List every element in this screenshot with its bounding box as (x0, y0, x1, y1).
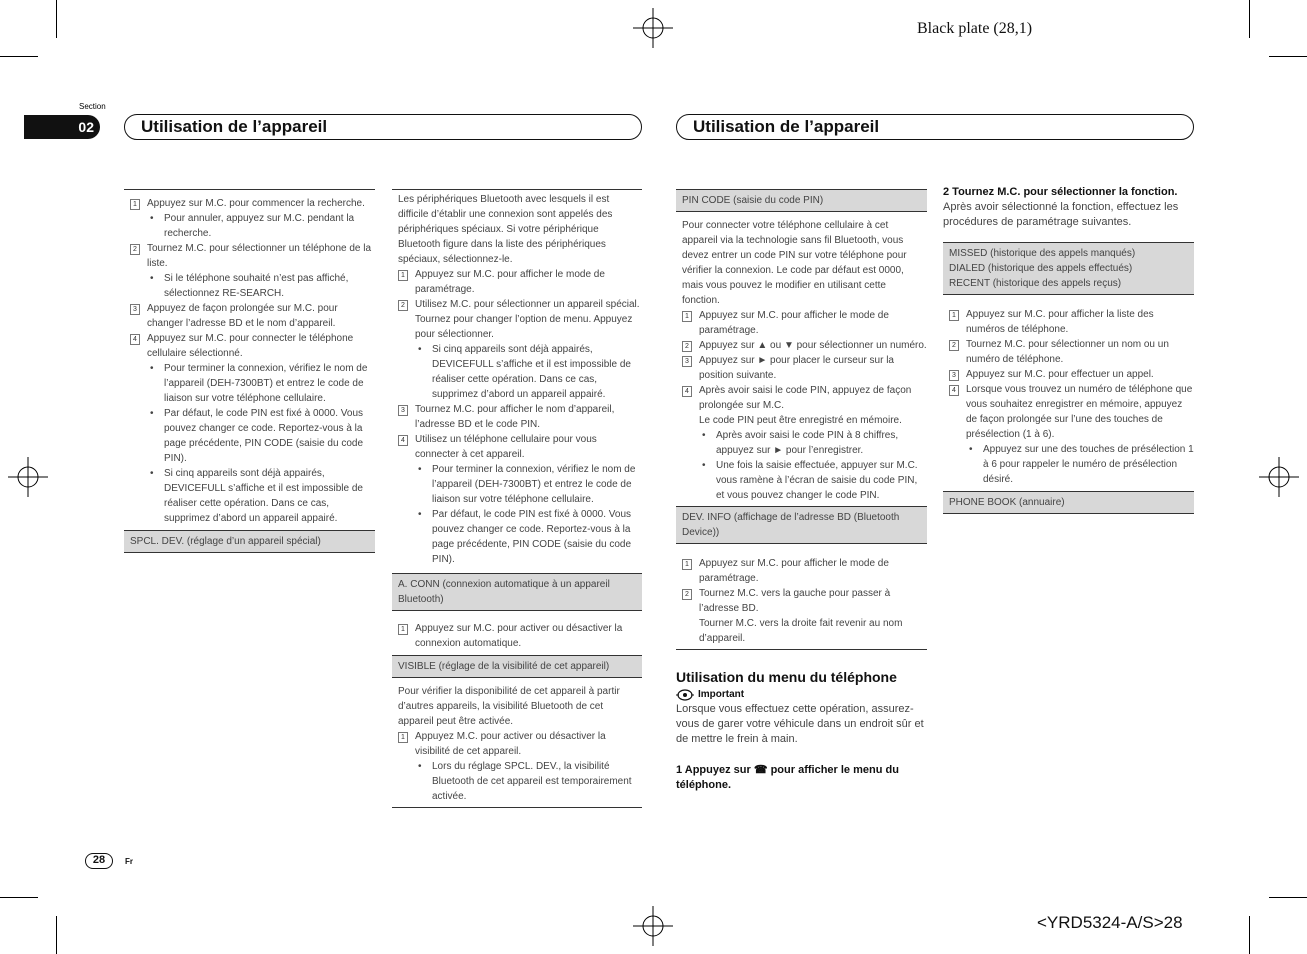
crop-mark (0, 56, 38, 57)
registration-mark-icon (633, 906, 673, 946)
step-item: 3 Appuyez sur ► pour placer le curseur sur la position suivante. (676, 353, 927, 383)
rule (124, 189, 375, 190)
history-recent: RECENT (historique des appels reçus) (949, 278, 1122, 289)
bullet-item (124, 211, 375, 241)
bullet-text: Par défaut, le code PIN est fixé à 0000. Vous pouvez changer ce code. Reportez-vous à la page précédente, PIN CODE (saisie du code PIN). (164, 408, 364, 464)
step-text: Tournez M.C. pour sélectionner un téléphone de la liste. (147, 243, 372, 269)
bullet-text: Si le téléphone souhaité n’est pas affiché, sélectionnez RE-SEARCH. (164, 273, 349, 299)
crop-mark (1269, 56, 1307, 57)
intro-paragraph: Les périphériques Bluetooth avec lesquels il est difficile d’établir une connexion sont appelés des périphériques spéciaux. Si votre périphérique Bluetooth figure dans la liste des périphériques spéciaux, sélectionnez-le. (398, 194, 613, 265)
step-item: 1 Appuyez sur M.C. pour afficher le mode de paramétrage. (676, 556, 927, 586)
crop-mark (56, 916, 57, 954)
column-4 (943, 185, 1194, 514)
important-paragraph: Lorsque vous effectuez cette opération, assurez-vous de garer votre véhicule dans un endroit sûr et de mettre le frein à main. (676, 703, 924, 745)
step-text: Tournez M.C. vers la gauche pour passer à l’adresse BD. (699, 588, 891, 614)
bullet-item (124, 406, 375, 466)
step-item: 1 Appuyez sur M.C. pour commencer la recherche. (124, 196, 375, 211)
bullet-text: Pour terminer la connexion, vérifiez le nom de l’appareil (DEH-7300BT) et entrez le code de liaison sur votre téléphone cellulaire. (432, 464, 636, 505)
setting-box-a-conn: A. CONN (connexion automatique à un appareil Bluetooth) (392, 573, 642, 611)
bullet-text: Pour annuler, appuyez sur M.C. pendant la recherche. (164, 213, 355, 239)
setting-box-spcl-dev: SPCL. DEV. (réglage d’un appareil spécial) (124, 530, 375, 553)
bullet-item (676, 428, 927, 458)
page-number: 28 (85, 853, 113, 869)
bullet-item (392, 462, 642, 507)
bullet-text: Si cinq appareils sont déjà appairés, DEVICEFULL s’affiche et il est impossible de réaliser cette opération. Dans ce cas, supprimez d’abord un appareil appairé. (164, 468, 363, 524)
step-text: Appuyez sur M.C. pour commencer la recherche. (147, 198, 365, 209)
header-right (676, 114, 1194, 140)
step-item: 1 Appuyez sur M.C. pour afficher le mode de paramétrage. (392, 267, 642, 297)
bullet-text: Si cinq appareils sont déjà appairés, DEVICEFULL s’affiche et il est impossible de réaliser cette opération. Dans ce cas, supprimez d’abord un appareil appairé. (432, 344, 631, 400)
step-text: Lorsque vous trouvez un numéro de téléphone que vous souhaitez enregistrer en mémoire, appuyez de façon prolongée sur l’une des touches de présélection (1 à 6). (966, 384, 1193, 440)
bullet-item (392, 507, 642, 567)
step-text: Appuyez sur M.C. pour afficher le mode de paramétrage. (415, 269, 605, 295)
step-item: 3 Appuyez sur M.C. pour effectuer un appel. (943, 367, 1194, 382)
step-text: Utilisez M.C. pour sélectionner un appareil spécial. (415, 299, 640, 310)
subheading: Utilisation du menu du téléphone (676, 669, 897, 685)
setting-box-dev-info: DEV. INFO (affichage de l’adresse BD (Bluetooth Device)) (676, 506, 927, 544)
setting-box-phone-book: PHONE BOOK (annuaire) (943, 491, 1194, 514)
intro-paragraph: Pour vérifier la disponibilité de cet appareil à partir d’autres appareils, la visibilité Bluetooth de cet appareil peut être activée. (398, 686, 620, 727)
bullet-text: Une fois la saisie effectuée, appuyer sur M.C. vous ramène à l’écran de saisie du code PIN, et vous pouvez changer le code PIN. (716, 460, 918, 501)
step-text: Tournez M.C. pour sélectionner un nom ou un numéro de téléphone. (966, 339, 1169, 365)
important-icon (676, 689, 694, 701)
step-continuation: Le code PIN peut être enregistré en mémoire. (699, 415, 902, 426)
step-item: 1 Appuyez M.C. pour activer ou désactiver la visibilité de cet appareil. (392, 729, 642, 759)
step-item: 1 Appuyez sur M.C. pour afficher la liste des numéros de téléphone. (943, 307, 1194, 337)
step-item: 4 Utilisez un téléphone cellulaire pour vous connecter à cet appareil. (392, 432, 642, 462)
bullet-item (392, 342, 642, 402)
step-item: 2 Tournez M.C. pour sélectionner un téléphone de la liste. (124, 241, 375, 271)
column-1 (124, 189, 375, 553)
step-item: 2 Tournez M.C. vers la gauche pour passer à l’adresse BD. (676, 586, 927, 616)
rule (676, 649, 927, 650)
step-paragraph: Après avoir sélectionné la fonction, effectuez les procédures de paramétrage suivantes. (943, 201, 1179, 228)
section-label: Section (79, 102, 106, 111)
step-continuation: Tourner M.C. vers la droite fait revenir au nom d’appareil. (699, 618, 903, 644)
important-label (676, 687, 927, 702)
step-text: Appuyez de façon prolongée sur M.C. pour changer l’adresse BD et le nom d’appareil. (147, 303, 338, 329)
step-text: Après avoir saisi le code PIN, appuyez de façon prolongée sur M.C. (699, 385, 912, 411)
section-number: 02 (24, 115, 100, 139)
model-code: <YRD5324-A/S>28 (1037, 913, 1183, 932)
bullet-text: Par défaut, le code PIN est fixé à 0000. Vous pouvez changer ce code. Reportez-vous à la page précédente, PIN CODE (saisie du code PIN). (432, 509, 632, 565)
history-missed: MISSED (historique des appels manqués) (949, 248, 1136, 259)
setting-box-pin-code: PIN CODE (saisie du code PIN) (676, 189, 927, 212)
header-right-title: Utilisation de l’appareil (693, 117, 880, 136)
step-item: 2 Utilisez M.C. pour sélectionner un appareil spécial. (392, 297, 642, 312)
bullet-text: Après avoir saisi le code PIN à 8 chiffres, appuyez sur ► pour l’enregistrer. (716, 430, 899, 456)
crop-mark (56, 0, 57, 38)
step-text: Appuyez sur M.C. pour afficher le mode de paramétrage. (699, 558, 889, 584)
step-text: Appuyez sur M.C. pour connecter le téléphone cellulaire sélectionné. (147, 333, 354, 359)
rule (392, 807, 642, 808)
step-text: Appuyez sur M.C. pour effectuer un appel. (966, 369, 1154, 380)
column-3 (676, 189, 927, 793)
step-continuation: Tournez pour changer l’option de menu. Appuyez pour sélectionner. (415, 314, 633, 340)
step-item: 3 Appuyez de façon prolongée sur M.C. pour changer l’adresse BD et le nom d’appareil. (124, 301, 375, 331)
step-text: Utilisez un téléphone cellulaire pour vous connecter à cet appareil. (415, 434, 597, 460)
bullet-item (124, 271, 375, 301)
step-item: 2 Tournez M.C. pour sélectionner un nom ou un numéro de téléphone. (943, 337, 1194, 367)
header-left (124, 114, 642, 140)
bullet-text: Appuyez sur une des touches de présélection 1 à 6 pour rappeler le numéro de présélection désiré. (983, 444, 1194, 485)
step-item: 1 Appuyez sur M.C. pour afficher le mode de paramétrage. (676, 308, 927, 338)
instruction-step-2: 2 Tournez M.C. pour sélectionner la fonction. (943, 186, 1178, 198)
step-item: 1 Appuyez sur M.C. pour activer ou désactiver la connexion automatique. (392, 621, 642, 651)
bullet-text: Lors du réglage SPCL. DEV., la visibilité Bluetooth de cet appareil est temporairement activée. (432, 761, 632, 802)
crop-mark (0, 897, 38, 898)
registration-mark-icon (8, 457, 48, 497)
crop-mark (1249, 916, 1250, 954)
step-text: Appuyez sur ► pour placer le curseur sur la position suivante. (699, 355, 894, 381)
language-label: Fr (125, 857, 133, 866)
column-2 (392, 189, 642, 808)
registration-mark-icon (633, 8, 673, 48)
instruction-step-1: 1 Appuyez sur ☎ pour afficher le menu du téléphone. (676, 764, 899, 791)
intro-paragraph: Pour connecter votre téléphone cellulaire à cet appareil via la technologie sans fil Bluetooth, vous devez entrer un code PIN sur votre téléphone pour vérifier la connexion. Le code par défaut est 0000, mais vous pouvez le modifier en utilisant cette fonction. (682, 220, 907, 306)
step-text: Tournez M.C. pour afficher le nom d’appareil, l’adresse BD et le code PIN. (415, 404, 615, 430)
plate-label: Black plate (28,1) (917, 20, 1033, 37)
bullet-item (676, 458, 927, 503)
step-item: 3 Tournez M.C. pour afficher le nom d’appareil, l’adresse BD et le code PIN. (392, 402, 642, 432)
step-item: 4 Lorsque vous trouvez un numéro de téléphone que vous souhaitez enregistrer en mémoire, appuyez de façon prolongée sur l’une des touches de présélection (1 à 6). (943, 382, 1194, 442)
step-text: Appuyez sur M.C. pour afficher la liste des numéros de téléphone. (966, 309, 1154, 335)
crop-mark (1269, 897, 1307, 898)
header-left-title: Utilisation de l’appareil (141, 117, 328, 136)
step-text: Appuyez sur ▲ ou ▼ pour sélectionner un numéro. (699, 340, 927, 351)
step-item: 4 Après avoir saisi le code PIN, appuyez de façon prolongée sur M.C. (676, 383, 927, 413)
bullet-item (392, 759, 642, 804)
step-item: 4 Appuyez sur M.C. pour connecter le téléphone cellulaire sélectionné. (124, 331, 375, 361)
step-item: 2 Appuyez sur ▲ ou ▼ pour sélectionner un numéro. (676, 338, 927, 353)
important-text: Important (698, 689, 745, 700)
step-text: Appuyez sur M.C. pour afficher le mode de paramétrage. (699, 310, 889, 336)
setting-box-history (943, 242, 1194, 295)
registration-mark-icon (1259, 457, 1299, 497)
bullet-item (124, 361, 375, 406)
step-text: Appuyez sur M.C. pour activer ou désactiver la connexion automatique. (415, 623, 623, 649)
step-text: Appuyez M.C. pour activer ou désactiver la visibilité de cet appareil. (415, 731, 606, 757)
rule (392, 189, 642, 190)
crop-mark (1249, 0, 1250, 38)
setting-box-visible: VISIBLE (réglage de la visibilité de cet appareil) (392, 655, 642, 678)
bullet-text: Pour terminer la connexion, vérifiez le nom de l’appareil (DEH-7300BT) et entrez le code de liaison sur votre téléphone cellulaire. (164, 363, 368, 404)
bullet-item (124, 466, 375, 526)
history-dialed: DIALED (historique des appels effectués) (949, 263, 1133, 274)
bullet-item (943, 442, 1194, 487)
